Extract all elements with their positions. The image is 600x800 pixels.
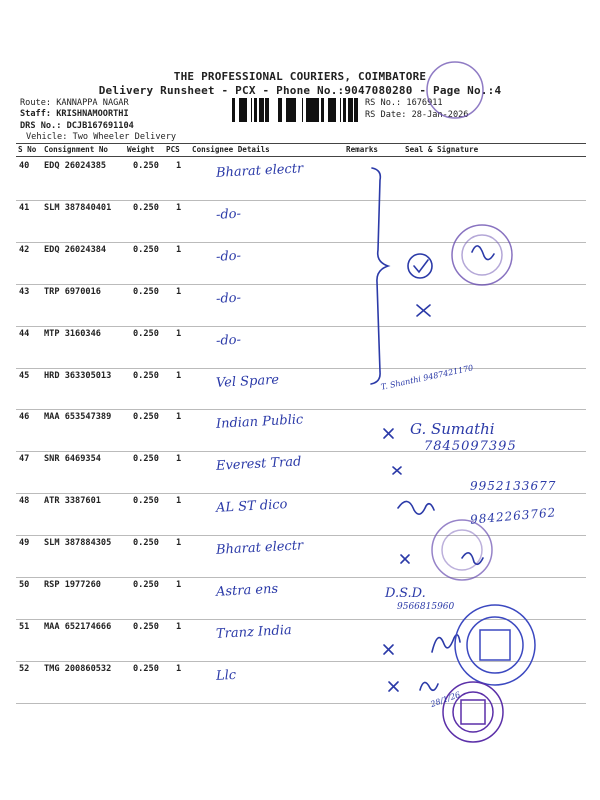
cell-sno: 40 (19, 161, 30, 171)
cell-pcs: 1 (176, 328, 182, 339)
barcode-bar (292, 98, 293, 122)
row-rule (16, 619, 586, 620)
barcode-bar (265, 98, 266, 122)
cell-sno: 52 (19, 663, 30, 674)
cell-weight: 0.250 (133, 286, 159, 297)
col-remarks: Remarks (346, 145, 379, 154)
cell-weight: 0.250 (133, 202, 159, 213)
signature-50-phone: 9566815960 (397, 602, 455, 612)
cell-weight: 0.250 (133, 244, 159, 255)
cell-pcs: 1 (176, 412, 182, 423)
barcode-bar (333, 98, 335, 122)
barcode-bar (281, 98, 282, 122)
barcode-bar (321, 98, 323, 122)
row-rule (16, 409, 586, 410)
row-rule (16, 661, 586, 662)
cell-pcs: 1 (176, 538, 182, 549)
barcode-bar (286, 98, 288, 122)
table-row (16, 287, 586, 328)
cell-pcs: 1 (176, 286, 182, 297)
row-rule (16, 703, 586, 704)
table-row (16, 329, 586, 370)
barcode-bar (266, 98, 269, 122)
cell-sno: 46 (19, 412, 30, 423)
cell-consignment: EDQ 26024384 (44, 244, 107, 255)
cell-consignment: SLM 387840401 (44, 202, 112, 213)
cell-sno: 45 (19, 370, 30, 381)
cell-pcs: 1 (176, 161, 182, 171)
staff-info: Staff: KRISHNAMOORTHI (20, 109, 129, 119)
barcode-bar (234, 98, 235, 122)
cell-weight: 0.250 (133, 621, 159, 632)
cell-pcs: 1 (176, 244, 182, 255)
cell-sno: 43 (19, 286, 30, 297)
signature-47-phone: 9952133677 (470, 479, 557, 493)
table-row (16, 580, 586, 621)
cell-sno: 42 (19, 244, 30, 255)
signature-45: T. Shanthi 9487421170 (380, 363, 475, 392)
cell-sno: 51 (19, 621, 30, 632)
barcode-bar (293, 98, 295, 122)
table-row (16, 203, 586, 244)
cell-consignment: RSP 1977260 (44, 580, 101, 590)
col-weight: Weight (127, 145, 155, 154)
cell-weight: 0.250 (133, 496, 159, 507)
cell-weight: 0.250 (133, 538, 159, 549)
barcode-bar (290, 98, 292, 122)
consignee-handwriting: Astra ens (215, 581, 279, 600)
barcode-bar (241, 98, 244, 122)
barcode-bar (246, 98, 247, 122)
col-consignment: Consignment No (44, 145, 109, 154)
cell-consignment: HRD 363305013 (44, 370, 112, 381)
cell-pcs: 1 (176, 454, 182, 465)
vehicle-info: Vehicle: Two Wheeler Delivery (26, 132, 177, 142)
barcode-bar (354, 98, 355, 122)
consignee-handwriting: Vel Spare (215, 372, 280, 391)
barcode-bar (244, 98, 246, 122)
barcode-bar (263, 98, 264, 122)
barcode-bar (288, 98, 290, 122)
col-pcs: PCS (166, 145, 180, 154)
cell-sno: 49 (19, 538, 30, 549)
signature-50-name: D.S.D. (385, 586, 426, 601)
cell-consignment: SNR 6469354 (44, 454, 101, 465)
cell-consignment: MTP 3160346 (44, 328, 101, 339)
signature-48-phone: 9842263762 (469, 505, 557, 527)
consignee-handwriting: Everest Trad (215, 454, 302, 475)
cell-sno: 48 (19, 496, 30, 507)
cell-sno: 47 (19, 454, 30, 465)
barcode-bar (308, 98, 310, 122)
cell-weight: 0.250 (133, 663, 159, 674)
cell-pcs: 1 (176, 496, 182, 507)
cell-pcs: 1 (176, 202, 182, 213)
table-top-rule (16, 143, 586, 144)
cell-consignment: ATR 3387601 (44, 496, 101, 507)
row-rule (16, 326, 586, 327)
signature-46-name: G. Sumathi (410, 420, 495, 438)
table-row (16, 161, 586, 202)
barcode-bar (261, 98, 263, 122)
cell-weight: 0.250 (133, 454, 159, 465)
table-row (16, 371, 586, 412)
table-row (16, 538, 586, 579)
barcode-bar (316, 98, 319, 122)
runsheet-subtitle: Delivery Runsheet - PCX - Phone No.:9047080280 - Page No.:4 (98, 84, 502, 97)
barcode-bar (340, 98, 341, 122)
cell-weight: 0.250 (133, 580, 159, 590)
row-rule (16, 577, 586, 578)
consignee-handwriting: -do- (215, 206, 242, 223)
barcode-bar (259, 98, 261, 122)
col-sno: S No (18, 145, 37, 154)
cell-consignment: TRP 6970016 (44, 286, 101, 297)
barcode-bar (239, 98, 241, 122)
consignee-handwriting: Bharat electr (215, 161, 304, 181)
barcode-bar (355, 98, 358, 122)
cell-weight: 0.250 (133, 370, 159, 381)
barcode-bar (350, 98, 352, 122)
barcode (232, 98, 360, 122)
barcode-bar (348, 98, 350, 122)
cell-sno: 41 (19, 202, 30, 213)
barcode-bar (310, 98, 313, 122)
consignee-handwriting: -do- (215, 290, 242, 307)
barcode-bar (251, 98, 252, 122)
cell-sno: 44 (19, 328, 30, 339)
row-rule (16, 242, 586, 243)
rs-number: RS No.: 1676911 (365, 98, 443, 108)
cell-consignment: MAA 653547389 (44, 412, 112, 423)
cell-pcs: 1 (176, 621, 182, 632)
consignee-handwriting: -do- (215, 248, 242, 265)
barcode-bar (306, 98, 308, 122)
col-consignee: Consignee Details (192, 145, 270, 154)
barcode-bar (343, 98, 346, 122)
table-row (16, 245, 586, 286)
row-rule (16, 535, 586, 536)
row-rule (16, 284, 586, 285)
cell-weight: 0.250 (133, 328, 159, 339)
barcode-bar (254, 98, 257, 122)
cell-consignment: MAA 652174666 (44, 621, 112, 632)
consignee-handwriting: Tranz India (215, 622, 293, 642)
cell-consignment: EDQ 26024385 (44, 161, 107, 171)
route-info: Route: KANNAPPA NAGAR (20, 98, 129, 108)
barcode-bar (295, 98, 296, 122)
drs-number: DRS No.: DCJB167691104 (20, 121, 134, 131)
barcode-bar (323, 98, 324, 122)
col-seal: Seal & Signature (405, 145, 479, 154)
row-rule (16, 368, 586, 369)
cell-consignment: TMG 200860532 (44, 663, 112, 674)
consignee-handwriting: Llc (215, 667, 237, 684)
barcode-bar (352, 98, 353, 122)
barcode-bar (328, 98, 330, 122)
barcode-bar (313, 98, 316, 122)
barcode-bar (335, 98, 336, 122)
cell-pcs: 1 (176, 370, 182, 381)
cell-consignment: SLM 387884305 (44, 538, 112, 549)
consignee-handwriting: Bharat electr (215, 538, 304, 558)
table-header-rule (16, 156, 586, 157)
table-row (16, 622, 586, 663)
signature-46-phone: 7845097395 (424, 439, 517, 454)
table-row (16, 664, 586, 705)
cell-weight: 0.250 (133, 412, 159, 423)
document-title: THE PROFESSIONAL COURIERS, COIMBATORE (173, 70, 427, 83)
barcode-bar (302, 98, 303, 122)
barcode-bar (232, 98, 234, 122)
barcode-bar (278, 98, 281, 122)
consignee-handwriting: -do- (215, 332, 242, 349)
row-rule (16, 493, 586, 494)
cell-weight: 0.250 (133, 161, 159, 171)
cell-sno: 50 (19, 580, 30, 590)
consignee-handwriting: Indian Public (215, 412, 304, 433)
cell-pcs: 1 (176, 663, 182, 674)
consignee-handwriting: AL ST dico (215, 497, 288, 517)
cell-pcs: 1 (176, 580, 182, 590)
row-rule (16, 200, 586, 201)
barcode-bar (330, 98, 333, 122)
signature-52-date: 28/1/26 (429, 689, 462, 710)
rs-date: RS Date: 28-Jan-2026 (365, 110, 469, 120)
